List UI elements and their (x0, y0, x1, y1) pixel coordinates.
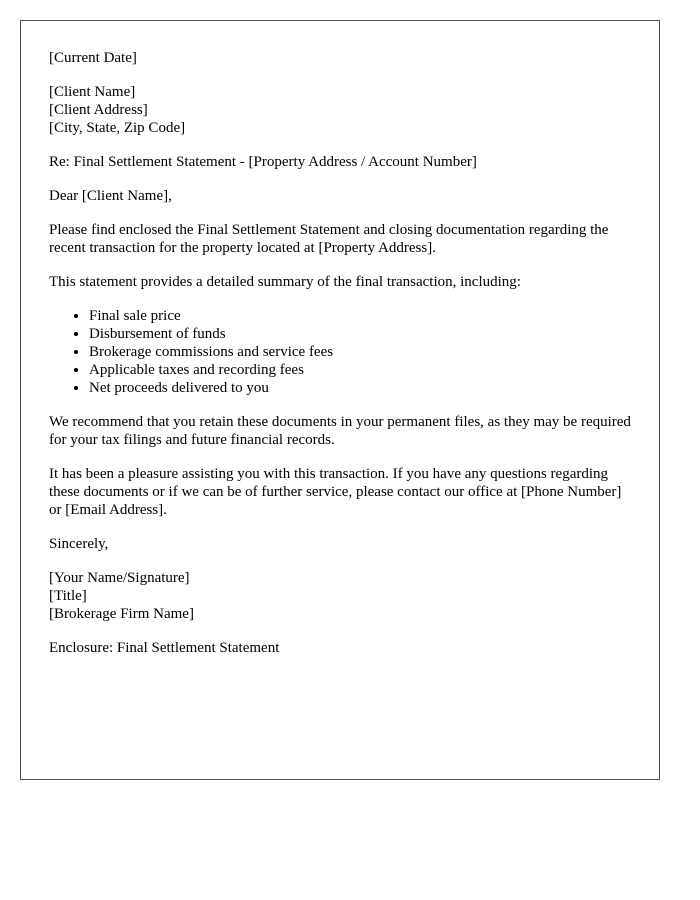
list-item: • Disbursement of funds (89, 325, 631, 343)
date: [Current Date] (49, 50, 137, 66)
signer-name: [Your Name/Signature] (49, 570, 190, 586)
list-item: • Net proceeds delivered to you (89, 379, 631, 397)
firm-name: [Brokerage Firm Name] (49, 606, 194, 622)
salutation: Dear [Client Name], (49, 188, 172, 204)
letter-page (20, 20, 660, 780)
subject-line: Re: Final Settlement Statement - [Property Address / Account Number] (49, 154, 477, 170)
signer-title: [Title] (49, 588, 87, 604)
client-address: [Client Address] (49, 102, 148, 118)
client-block (49, 83, 631, 137)
list-item: • Applicable taxes and recording fees (89, 361, 631, 379)
list-item: • Brokerage commissions and service fees (89, 343, 631, 361)
client-city: [City, State, Zip Code] (49, 120, 186, 136)
paragraph-retain: We recommend that you retain these documents in your permanent files, as they may be required for your tax filings and future financial records. (49, 414, 631, 448)
client-name: [Client Name] (49, 84, 136, 100)
enclosure-note: Enclosure: Final Settlement Statement (49, 640, 280, 656)
signature-block (49, 569, 631, 623)
paragraph-intro: Please find enclosed the Final Settlement Statement and closing documentation regarding the recent transaction for the property located at [Property Address]. (49, 222, 609, 256)
paragraph-contact: It has been a pleasure assisting you with this transaction. If you have any questions regarding these documents or if we can be of further service, please contact our office at [Phone Number] or [Email Address]. (49, 466, 622, 518)
list-item: • Final sale price (89, 307, 631, 325)
paragraph-summary: This statement provides a detailed summary of the final transaction, including: (49, 274, 521, 290)
closing: Sincerely, (49, 536, 109, 552)
summary-list (49, 307, 631, 397)
